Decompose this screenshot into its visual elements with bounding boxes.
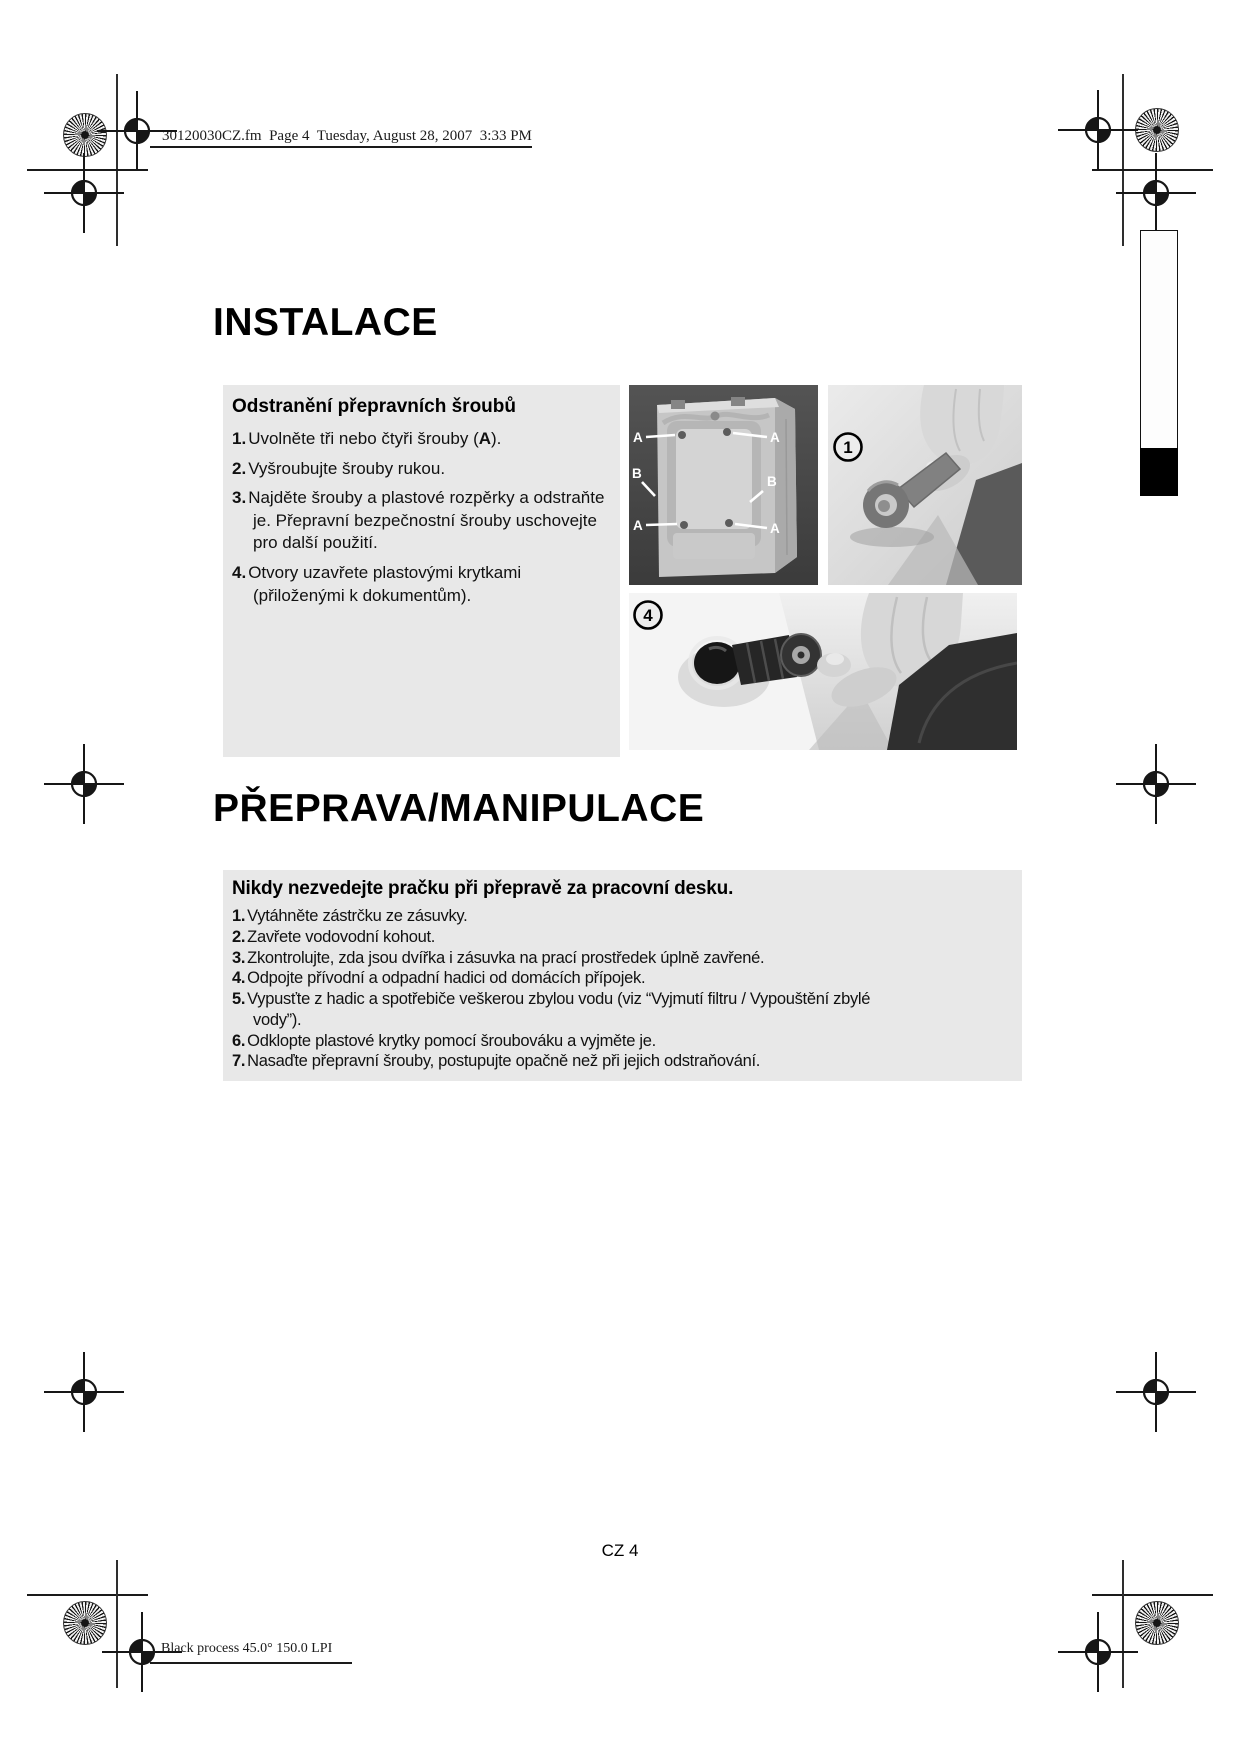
crosshair-target-icon	[1116, 744, 1196, 824]
transport-box-lead: Nikdy nezvedejte pračku při přepravě za pracovní desku.	[232, 878, 734, 899]
list-item: 2. Zavřete vodovodní kohout.	[232, 927, 436, 946]
installation-box-heading: Odstranění přepravních šroubů	[232, 396, 516, 417]
list-item: 1. Uvolněte tři nebo čtyři šrouby (A).	[232, 429, 502, 448]
spacer-label: B	[767, 474, 777, 489]
section-title-installation: INSTALACE	[213, 301, 438, 344]
list-item: 4. Otvory uzavřete plastovými krytkami (přiloženými k dokumentům).	[232, 563, 522, 605]
installation-instruction-box	[223, 385, 620, 757]
transport-instruction-box	[223, 870, 1022, 1081]
calibration-black-patch	[1140, 448, 1178, 496]
crosshair-target-icon	[44, 1352, 124, 1432]
crosshair-target-icon	[44, 744, 124, 824]
crosshair-target-icon	[1116, 153, 1196, 233]
fold-line	[1092, 1594, 1213, 1596]
list-item: 7. Nasaďte přepravní šrouby, postupujte opačně než při jejich odstraňování.	[232, 1052, 761, 1071]
screw-label: A	[633, 518, 643, 533]
screw-label: A	[770, 430, 780, 445]
list-item: 3. Najděte šrouby a plastové rozpěrky a odstraňte je. Přepravní bezpečnostní šrouby uschovejte pro další použití.	[232, 488, 605, 553]
crosshair-target-icon	[44, 153, 124, 233]
figure-wrench-photo	[828, 385, 1022, 585]
section-title-transport: PŘEPRAVA/MANIPULACE	[213, 787, 705, 830]
registration-starburst-icon	[1135, 1601, 1179, 1645]
screw-label: A	[770, 521, 780, 536]
list-item: 6. Odklopte plastové krytky pomocí šroubováku a vyjměte je.	[232, 1031, 656, 1050]
page-number: CZ 4	[601, 1541, 639, 1560]
screw-label: A	[633, 430, 643, 445]
footer-rule	[150, 1662, 352, 1664]
list-item: 5. Vypusťte z hadic a spotřebiče veškerou zbylou vodu (viz “Vyjmutí filtru / Vypouštění zbylé vody”).	[232, 990, 871, 1029]
header-rule	[150, 146, 532, 148]
fold-line	[27, 1594, 148, 1596]
registration-starburst-icon	[63, 1601, 107, 1645]
figure-washer-back-photo	[629, 385, 818, 585]
step-badge-number: 1	[843, 438, 853, 457]
list-item: 3. Zkontrolujte, zda jsou dvířka i zásuvka na prací prostředek úplně zavřené.	[232, 948, 765, 967]
step-badge-number: 4	[643, 606, 653, 625]
list-item: 1. Vytáhněte zástrčku ze zásuvky.	[232, 907, 468, 925]
crosshair-target-icon	[1058, 1612, 1138, 1692]
spacer-label: B	[632, 466, 642, 481]
list-item: 4. Odpojte přívodní a odpadní hadici od domácích přípojek.	[232, 969, 646, 988]
figure-cap-photo	[629, 593, 1017, 750]
print-process-info: Black process 45.0° 150.0 LPI	[161, 1641, 333, 1656]
list-item: 2. Vyšroubujte šrouby rukou.	[232, 458, 446, 478]
leader-line	[646, 524, 677, 525]
registration-starburst-icon	[1135, 108, 1179, 152]
header-file-line: 30120030CZ.fm Page 4 Tuesday, August 28, 2007 3:33 PM	[162, 128, 532, 144]
crosshair-target-icon	[1116, 1352, 1196, 1432]
